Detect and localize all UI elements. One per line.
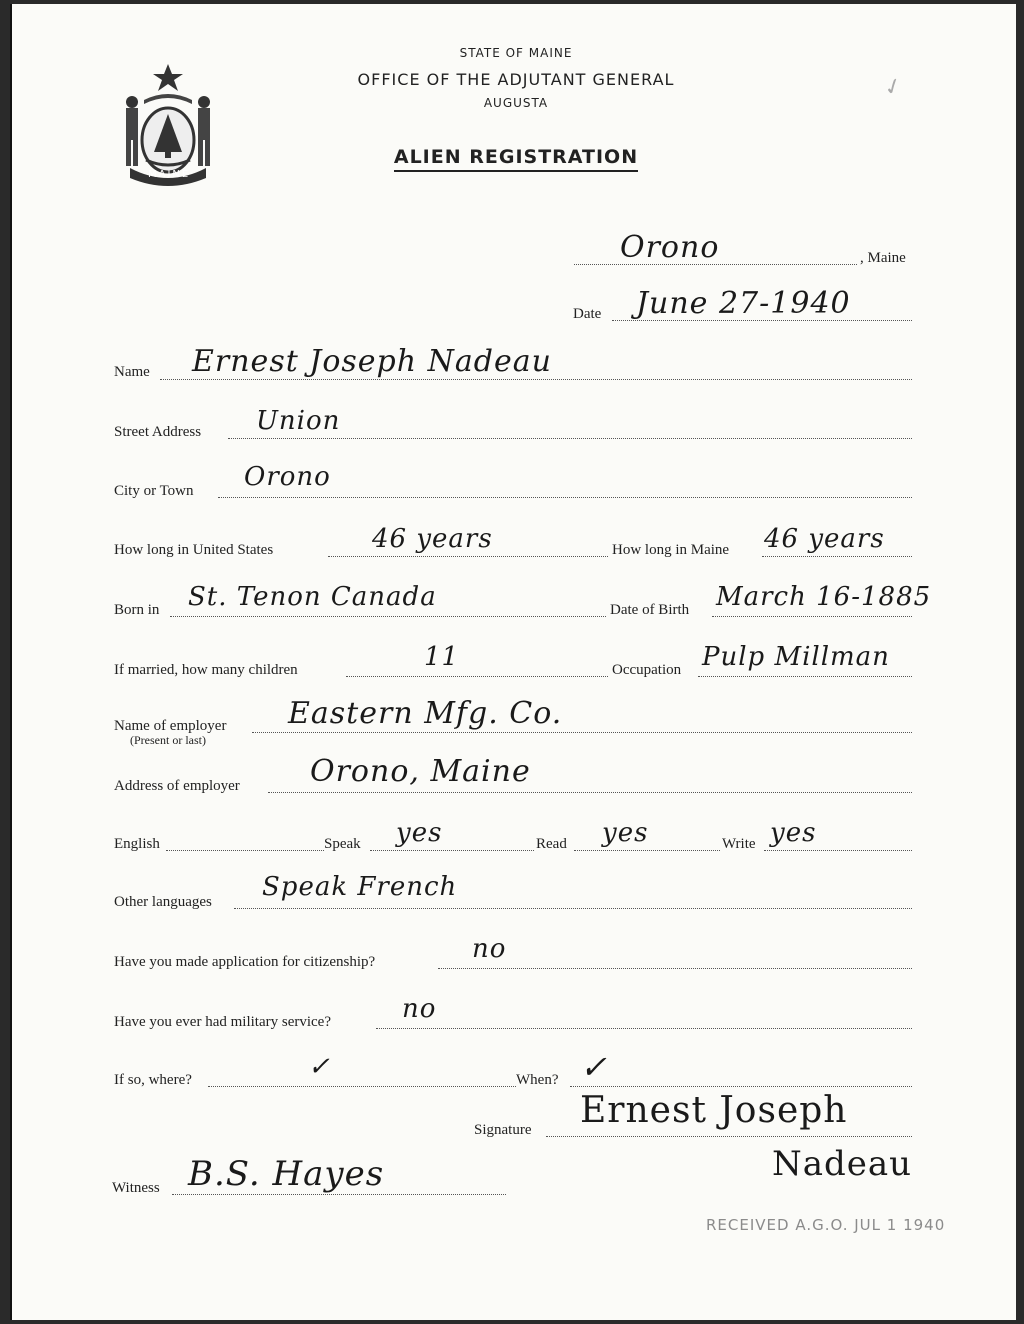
employer-label: Name of employer — [114, 718, 227, 734]
city-line — [218, 497, 912, 498]
dob-line — [712, 616, 912, 617]
header-state: STATE OF MAINE — [459, 46, 573, 60]
witness-value: B.S. Hayes — [188, 1154, 385, 1194]
children-line — [346, 676, 608, 677]
date-label: Date — [573, 306, 602, 322]
street-line — [228, 438, 912, 439]
employer-line — [252, 732, 912, 733]
other-languages-value: Speak French — [262, 872, 458, 902]
place-suffix: , Maine — [860, 250, 906, 266]
witness-label: Witness — [112, 1180, 160, 1196]
form-title — [266, 146, 766, 168]
citizenship-label: Have you made application for citizenship? — [114, 954, 376, 970]
write-value: yes — [770, 818, 817, 848]
registration-form — [10, 4, 1016, 1320]
street-value: Union — [256, 406, 341, 436]
where-label: If so, where? — [114, 1072, 192, 1088]
us-line — [328, 556, 608, 557]
city-value: Orono — [244, 462, 331, 492]
read-line — [574, 850, 720, 851]
years-maine-value: 46 years — [764, 524, 885, 554]
header-city: AUGUSTA — [483, 96, 549, 110]
english-label: English — [114, 836, 160, 852]
employer-value: Eastern Mfg. Co. — [288, 696, 563, 731]
dob-value: March 16-1885 — [716, 582, 932, 612]
occupation-label: Occupation — [612, 662, 682, 678]
signature-line — [546, 1136, 912, 1137]
military-label: Have you ever had military service? — [114, 1014, 331, 1030]
name-value: Ernest Joseph Nadeau — [192, 344, 552, 379]
children-value: 11 — [424, 642, 460, 672]
other-languages-label: Other languages — [114, 894, 212, 910]
date-value: June 27-1940 — [636, 286, 851, 321]
speak-line — [370, 850, 534, 851]
maine-line — [762, 556, 912, 557]
dob-label: Date of Birth — [610, 602, 690, 618]
write-label: Write — [722, 836, 756, 852]
place-value: Orono — [620, 230, 720, 265]
employer-sublabel: (Present or last) — [130, 733, 206, 747]
form-title-text: ALIEN REGISTRATION — [394, 146, 638, 172]
occupation-line — [698, 676, 912, 677]
city-label: City or Town — [114, 483, 194, 499]
read-value: yes — [602, 818, 649, 848]
signature-value-line1: Ernest Joseph — [580, 1090, 848, 1131]
born-label: Born in — [114, 602, 160, 618]
street-label: Street Address — [114, 424, 202, 440]
corner-check-mark: ✓ — [880, 71, 906, 102]
speak-label: Speak — [324, 836, 361, 852]
born-line — [170, 616, 606, 617]
employer-address-value: Orono, Maine — [310, 754, 531, 789]
witness-line — [172, 1194, 506, 1195]
write-line — [764, 850, 912, 851]
military-line — [376, 1028, 912, 1029]
maine-label: How long in Maine — [612, 542, 730, 558]
signature-value-line2: Nadeau — [772, 1144, 913, 1184]
seal-banner-text: MAINE — [148, 169, 191, 180]
name-line — [160, 379, 912, 380]
name-label: Name — [114, 364, 150, 380]
military-value: no — [402, 994, 437, 1024]
employer-address-label: Address of employer — [114, 778, 240, 794]
where-value: ✓ — [308, 1052, 331, 1082]
english-line — [166, 850, 324, 851]
us-label: How long in United States — [114, 542, 274, 558]
read-label: Read — [536, 836, 567, 852]
born-in-value: St. Tenon Canada — [188, 582, 437, 612]
employer-address-line — [268, 792, 912, 793]
when-value: ✓ — [580, 1048, 608, 1086]
when-label: When? — [516, 1072, 559, 1088]
header-office: OFFICE OF THE ADJUTANT GENERAL — [357, 70, 675, 89]
other-languages-line — [234, 908, 912, 909]
occupation-value: Pulp Millman — [702, 642, 890, 672]
received-stamp: RECEIVED A.G.O. JUL 1 1940 — [706, 1216, 946, 1234]
speak-value: yes — [396, 818, 443, 848]
when-line — [570, 1086, 912, 1087]
years-us-value: 46 years — [372, 524, 493, 554]
where-line — [208, 1086, 516, 1087]
children-label: If married, how many children — [114, 662, 298, 678]
signature-label: Signature — [474, 1122, 532, 1138]
citizenship-line — [438, 968, 912, 969]
citizenship-value: no — [472, 934, 507, 964]
